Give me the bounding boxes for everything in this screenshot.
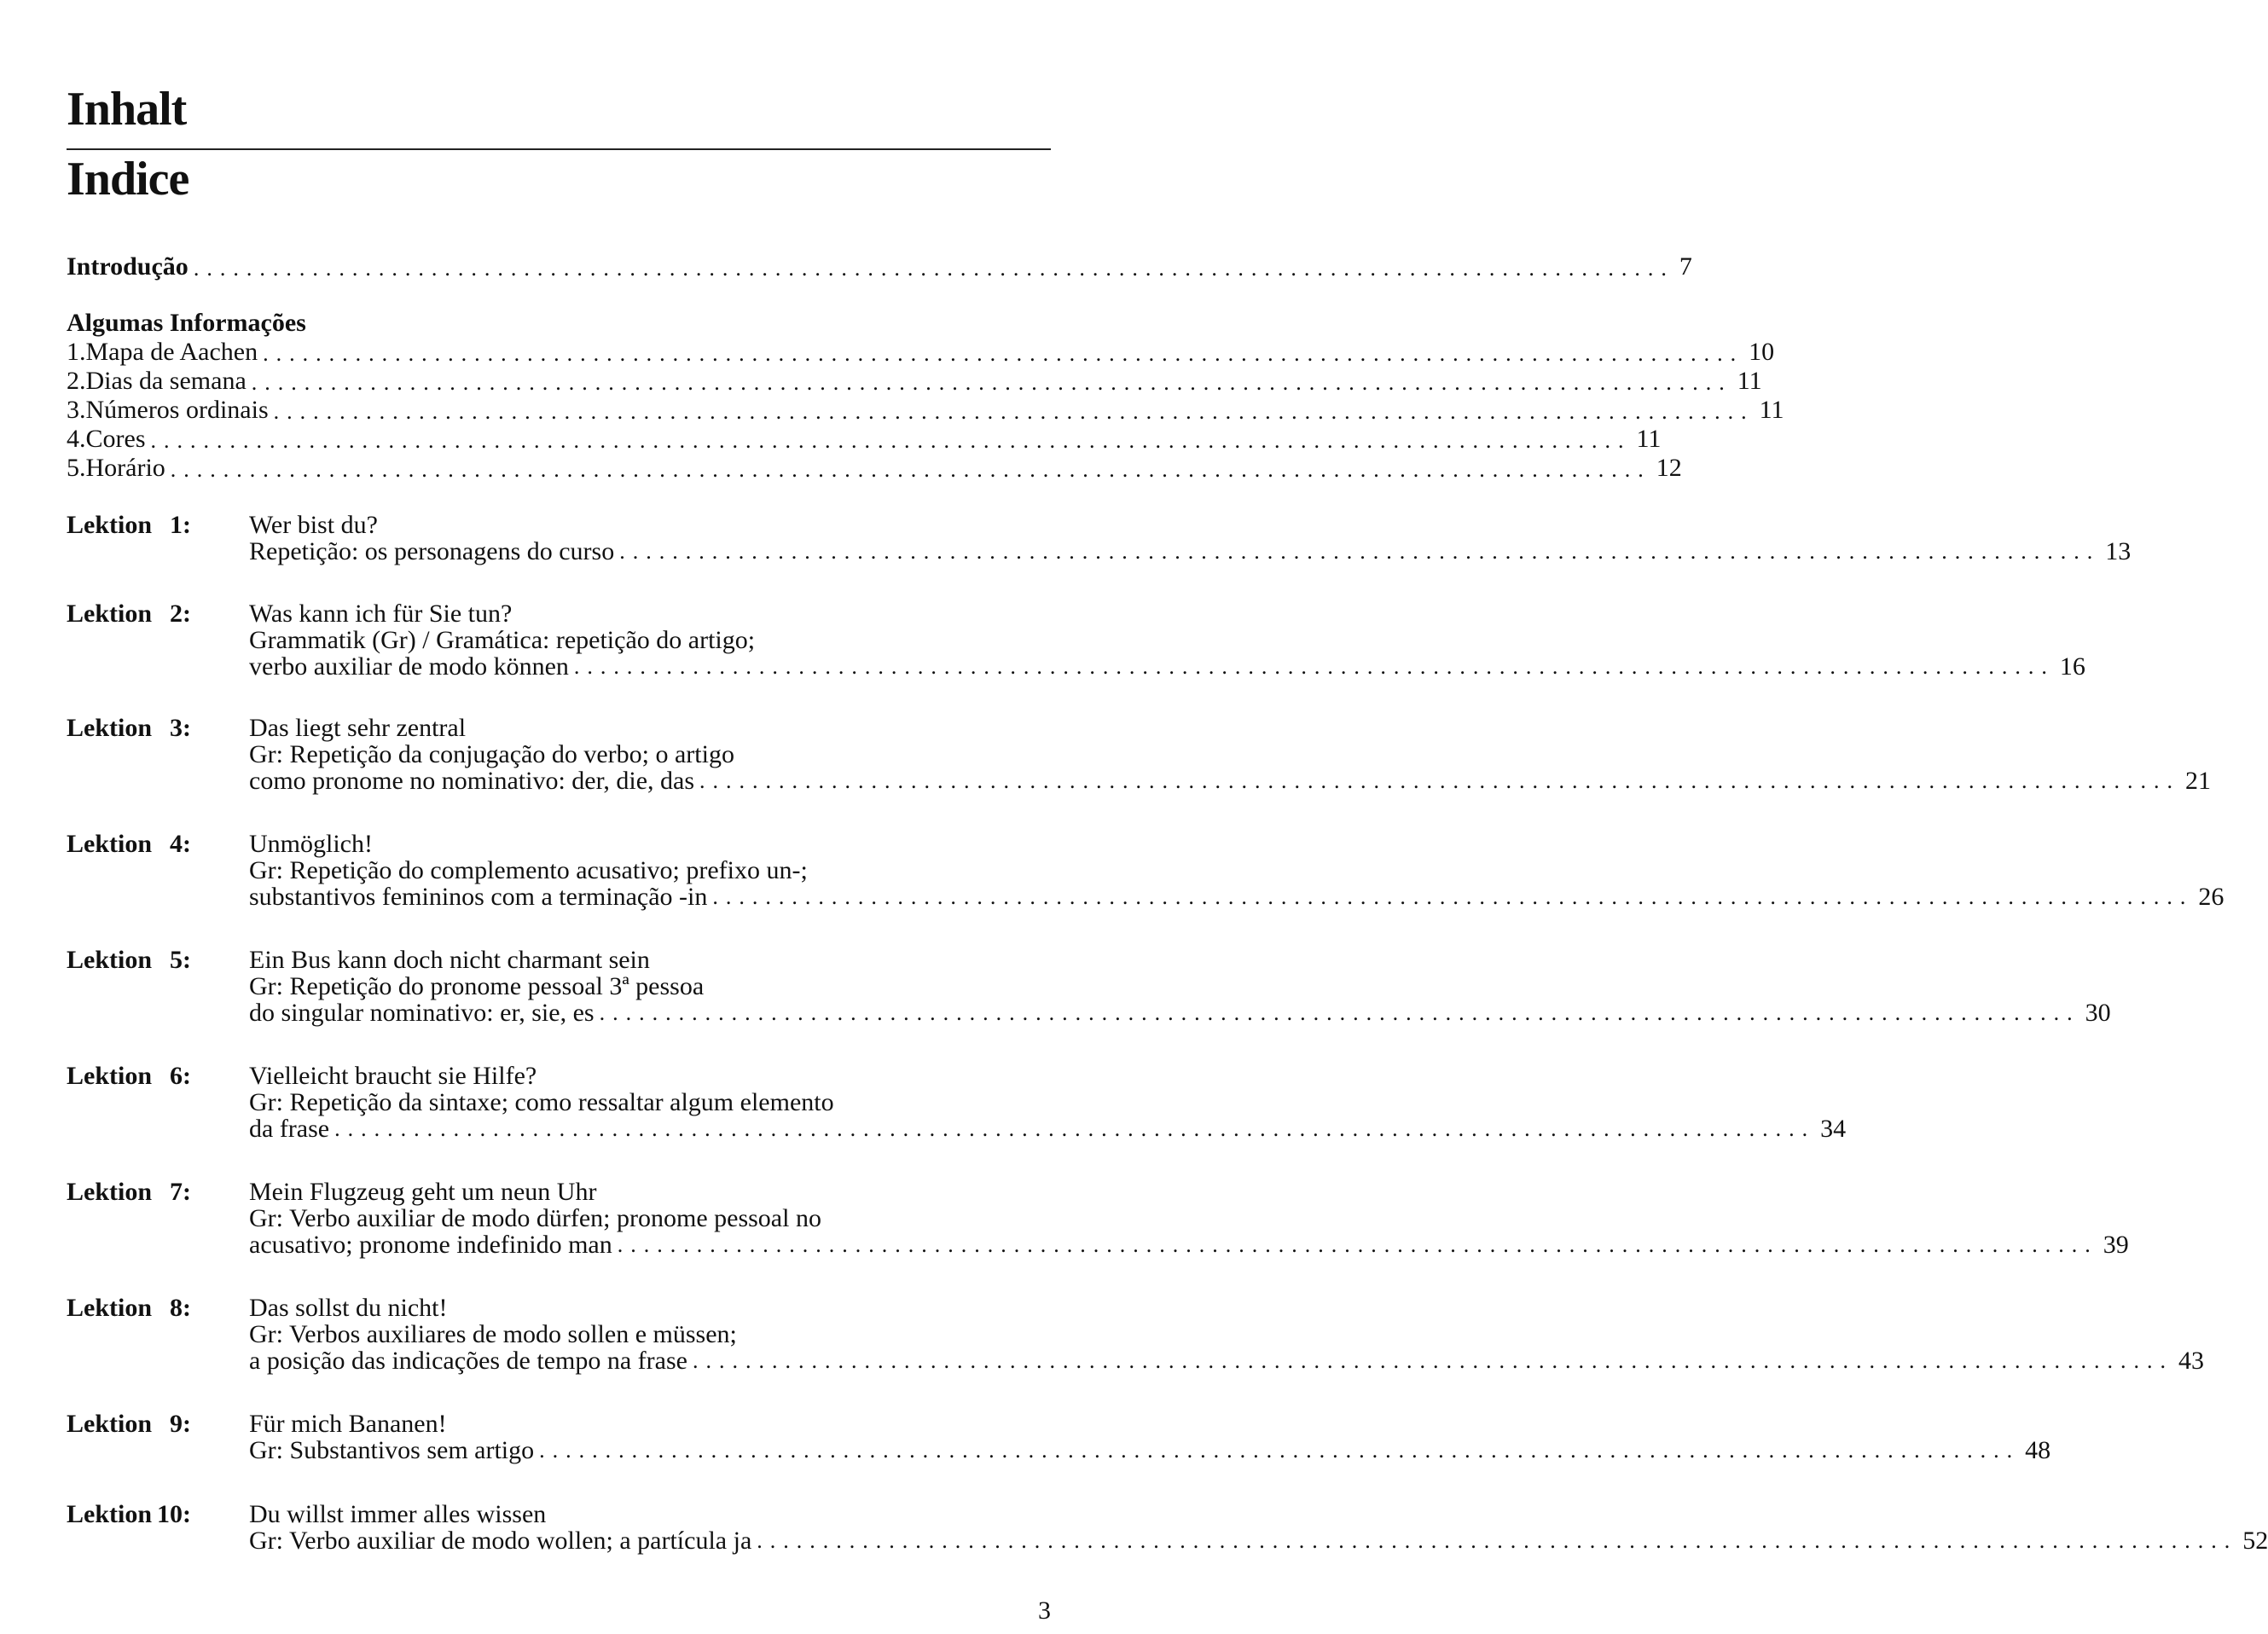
page-title-pt: Indice (67, 153, 189, 206)
lesson-label: Lektion 3: (67, 714, 192, 742)
lesson-description: Gr: Verbo auxiliar de modo wollen; a partícula ja (249, 1527, 752, 1555)
lesson-title: Ein Bus kann doch nicht charmant sein (249, 946, 650, 974)
lesson-description: Gr: Repetição da conjugação do verbo; o artigo (249, 740, 734, 768)
lesson-page: 52 (2242, 1527, 2268, 1555)
lesson-description: Gr: Substantivos sem artigo (249, 1436, 535, 1464)
lesson-description: como pronome no nominativo: der, die, das (249, 767, 695, 795)
lesson-label: Lektion 8: (67, 1294, 192, 1322)
lesson-title: Du willst immer alles wissen (249, 1500, 547, 1528)
lesson-label: Lektion 1: (67, 511, 192, 539)
lesson-description: do singular nominativo: er, sie, es (249, 999, 595, 1027)
lesson-page: 43 (2178, 1347, 2204, 1375)
lesson-description: verbo auxiliar de modo können (249, 652, 569, 681)
lesson-title: Unmöglich! (249, 830, 373, 858)
lesson-title: Mein Flugzeug geht um neun Uhr (249, 1178, 597, 1206)
lesson-page: 16 (2059, 652, 2085, 681)
dot-leader: ................................................................................................................ (273, 399, 1755, 424)
dot-leader: ................................................................................................................ (193, 256, 1674, 281)
lesson-title: Vielleicht braucht sie Hilfe? (249, 1062, 537, 1090)
lesson-page: 26 (2198, 883, 2224, 911)
lesson-description: Grammatik (Gr) / Gramática: repetição do artigo; (249, 626, 756, 654)
lesson-title: Das liegt sehr zentral (249, 714, 467, 742)
dot-leader: ................................................................................................................ (699, 768, 2181, 793)
dot-leader: ................................................................................................................ (712, 884, 2194, 909)
lesson-title: Was kann ich für Sie tun? (249, 600, 513, 628)
lesson-description: Gr: Repetição do pronome pessoal 3ª pessoa (249, 972, 705, 1000)
lesson-description: acusativo; pronome indefinido man (249, 1231, 612, 1259)
lesson-description: Gr: Verbos auxiliares de modo sollen e müssen; (249, 1320, 737, 1348)
page-number: 3 (1038, 1596, 1051, 1625)
lesson-label: Lektion 4: (67, 830, 192, 858)
lesson-description: a posição das indicações de tempo na frase (249, 1347, 687, 1375)
lesson-label: Lektion 10: (67, 1500, 192, 1528)
lesson-page: 13 (2105, 537, 2132, 565)
page-title-de: Inhalt (67, 83, 187, 136)
dot-leader: ................................................................................................................ (757, 1528, 2238, 1553)
dot-leader: ................................................................................................................ (263, 341, 1744, 366)
lesson-page: 48 (2025, 1436, 2051, 1464)
dot-leader: ................................................................................................................ (251, 370, 1732, 395)
toc-entry-label: Introdução (67, 252, 189, 281)
lesson-description: da frase (249, 1115, 330, 1143)
list-item: 3. Números ordinais ................................................................................................................ 11 (67, 396, 1784, 424)
lesson-label: Lektion 6: (67, 1062, 192, 1090)
dot-leader: ................................................................................................................ (617, 1232, 2098, 1257)
lesson-description: substantivos femininos com a terminação -in (249, 883, 708, 911)
lesson-page: 34 (1820, 1115, 1847, 1143)
dot-leader: ................................................................................................................ (150, 428, 1632, 453)
lesson-label: Lektion 7: (67, 1178, 192, 1206)
dot-leader: ................................................................................................................ (334, 1116, 1816, 1141)
lesson-label: Lektion 9: (67, 1410, 192, 1438)
lesson-description: Gr: Repetição da sintaxe; como ressaltar algum elemento (249, 1088, 834, 1116)
list-item: 2. Dias da semana ................................................................................................................ 11 (67, 367, 1762, 395)
lesson-label: Lektion 2: (67, 600, 192, 628)
list-item: 4. Cores ................................................................................................................ 11 (67, 425, 1662, 453)
lesson-description: Repetição: os personagens do curso (249, 537, 615, 565)
list-item: 5. Horário ................................................................................................................ 12 (67, 454, 1682, 482)
title-divider (67, 148, 1051, 150)
list-item: 1. Mapa de Aachen ................................................................................................................ 10 (67, 338, 1775, 366)
lesson-description: Gr: Repetição do complemento acusativo; prefixo un-; (249, 856, 808, 884)
lesson-page: 21 (2185, 767, 2212, 795)
lesson-page: 30 (2085, 999, 2111, 1027)
dot-leader: ................................................................................................................ (539, 1438, 2021, 1463)
lesson-label: Lektion 5: (67, 946, 192, 974)
lesson-title: Für mich Bananen! (249, 1410, 447, 1438)
toc-entry-page: 7 (1679, 252, 1692, 281)
dot-leader: ................................................................................................................ (619, 539, 2101, 564)
lesson-page: 39 (2103, 1231, 2129, 1259)
dot-leader: ................................................................................................................ (573, 654, 2055, 679)
lesson-title: Wer bist du? (249, 511, 378, 539)
dot-leader: ................................................................................................................ (599, 1000, 2080, 1025)
dot-leader: ................................................................................................................ (170, 457, 1651, 482)
toc-section-info (67, 309, 1784, 483)
section-title: Algumas Informações (67, 309, 306, 337)
toc-entry-intro (67, 252, 1692, 281)
lesson-description: Gr: Verbo auxiliar de modo dürfen; pronome pessoal no (249, 1204, 821, 1232)
dot-leader: ................................................................................................................ (692, 1348, 2173, 1373)
lesson-title: Das sollst du nicht! (249, 1294, 448, 1322)
